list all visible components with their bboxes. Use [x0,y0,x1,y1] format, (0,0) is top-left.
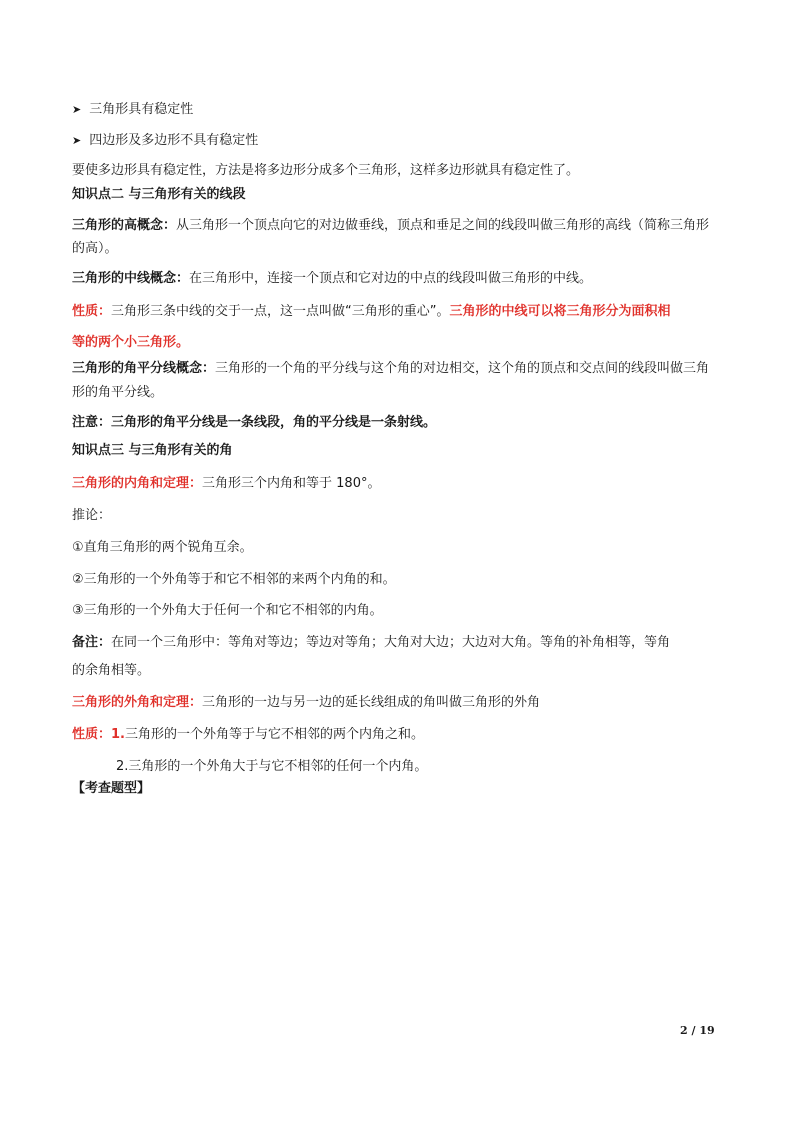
arrow-bullet-icon: ➤ [72,103,82,116]
note: 注意：三角形的角平分线是一条线段，角的平分线是一条射线。 [72,415,437,430]
remark: 备注：在同一个三角形中：等角对等边；等边对等角；大角对大边；大边对大角。等角的补角相等，等角 [72,635,671,650]
bullet-item-2: ➤ 四边形及多边形不具有稳定性 [72,133,259,148]
corollary-3: ③三角形的一个外角大于任何一个和它不相邻的内角。 [72,603,383,618]
altitude-definition: 三角形的高概念：从三角形一个顶点向它的对边做垂线，顶点和垂足之间的线段叫做三角形的高线（简称三角形 [72,218,710,233]
kp2-heading: 知识点二 与三角形有关的线段 [72,187,246,202]
exam-types-heading: 【考查题型】 [72,781,151,796]
exterior-property-1: 性质：1.三角形的一个外角等于与它不相邻的两个内角之和。 [72,727,425,742]
median-property: 性质：三角形三条中线的交于一点，这一点叫做“三角形的重心”。三角形的中线可以将三角形分为面积相 [72,304,671,319]
interior-angle-theorem: 三角形的内角和定理：三角形三个内角和等于 180°。 [72,476,381,491]
kp3-heading: 知识点三 与三角形有关的角 [72,443,233,458]
median-definition: 三角形的中线概念：在三角形中，连接一个顶点和它对边的中点的线段叫做三角形的中线。 [72,271,593,286]
stability-note: 要使多边形具有稳定性，方法是将多边形分成多个三角形，这样多边形就具有稳定性了。 [72,163,580,178]
corollary-1: ①直角三角形的两个锐角互余。 [72,540,253,555]
corollary-2: ②三角形的一个外角等于和它不相邻的来两个内角的和。 [72,572,396,587]
arrow-bullet-icon: ➤ [72,134,82,147]
bullet-item-1: ➤ 三角形具有稳定性 [72,102,194,117]
median-property-cont: 等的两个小三角形。 [72,335,190,350]
corollary-heading: 推论： [72,508,112,523]
bisector-definition-cont: 形的角平分线。 [72,385,164,400]
page-number: 2 / 19 [680,1024,715,1037]
remark-cont: 的余角相等。 [72,663,151,678]
altitude-definition-cont: 的高）。 [72,241,118,256]
bisector-definition: 三角形的角平分线概念：三角形的一个角的平分线与这个角的对边相交，这个角的顶点和交点间的线段叫做三角 [72,361,710,376]
exterior-property-2: 2.三角形的一个外角大于与它不相邻的任何一个内角。 [116,759,428,774]
exterior-angle-theorem: 三角形的外角和定理：三角形的一边与另一边的延长线组成的角叫做三角形的外角 [72,695,541,710]
